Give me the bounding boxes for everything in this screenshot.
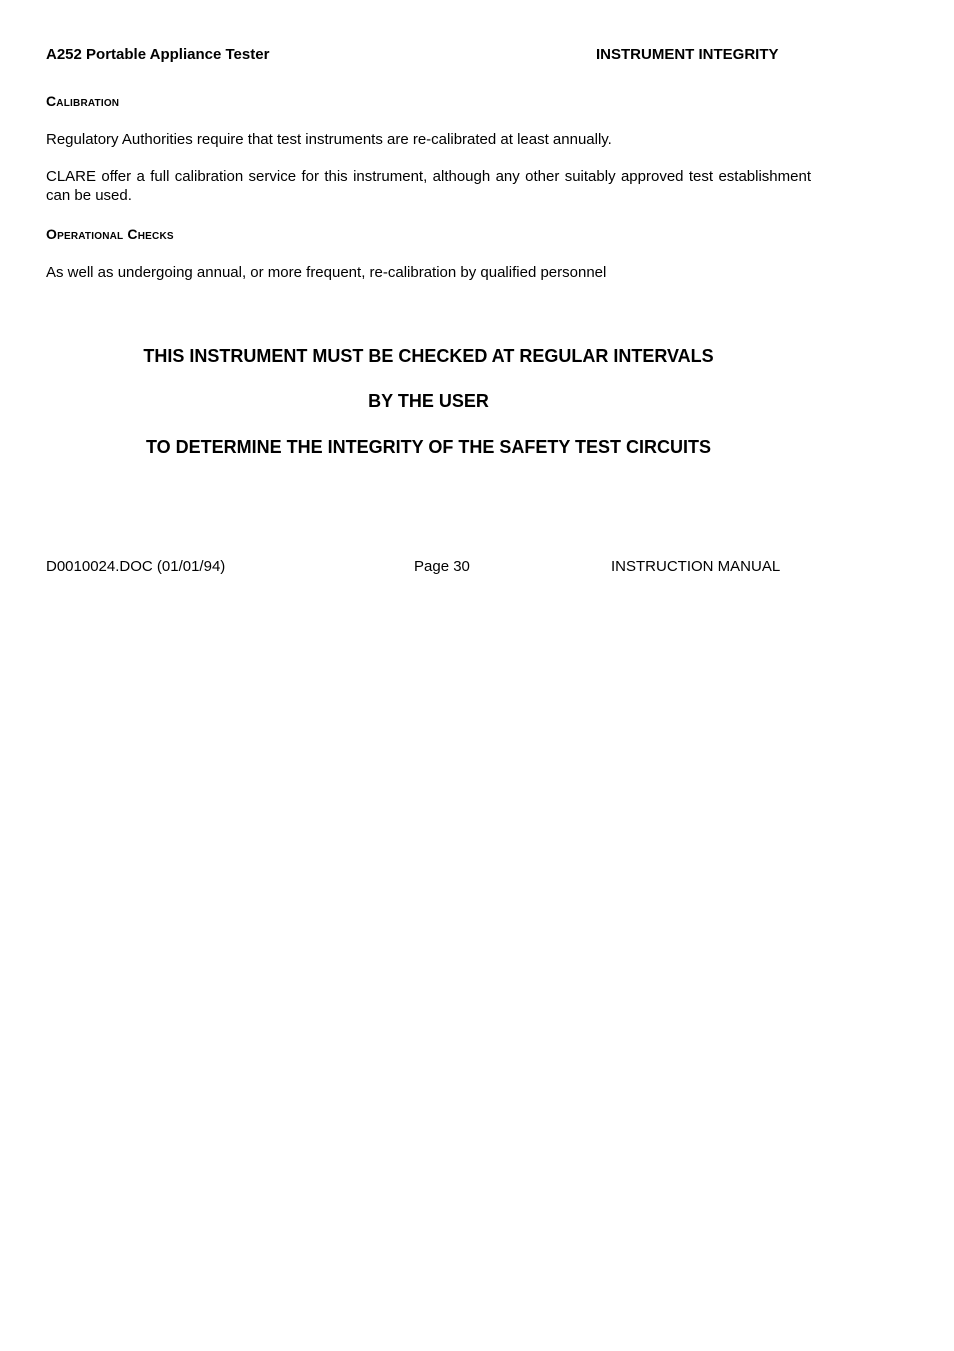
warning-line-1: THIS INSTRUMENT MUST BE CHECKED AT REGULAR INTERVALS (143, 346, 714, 366)
footer-document-id: D0010024.DOC (01/01/94) (46, 558, 226, 575)
calibration-heading: Calibration (46, 93, 120, 109)
warning-line-2: BY THE USER (368, 391, 489, 411)
footer-page-number: Page 30 (414, 558, 470, 575)
operational-checks-paragraph: As well as undergoing annual, or more frequent, re-calibration by qualified personnel (46, 264, 607, 281)
operational-checks-heading: Operational Checks (46, 226, 174, 242)
calibration-paragraph-1: Regulatory Authorities require that test instruments are re-calibrated at least annually. (46, 131, 612, 148)
header-title: A252 Portable Appliance Tester (46, 46, 270, 63)
warning-line-3: TO DETERMINE THE INTEGRITY OF THE SAFETY TEST CIRCUITS (145, 437, 712, 457)
calibration-paragraph-2: CLARE offer a full calibration service for this instrument, although any other suitably approved test establishment can be used. (46, 168, 811, 204)
footer-manual-title: INSTRUCTION MANUAL (611, 558, 781, 575)
header-section-title: INSTRUMENT INTEGRITY (596, 46, 779, 63)
